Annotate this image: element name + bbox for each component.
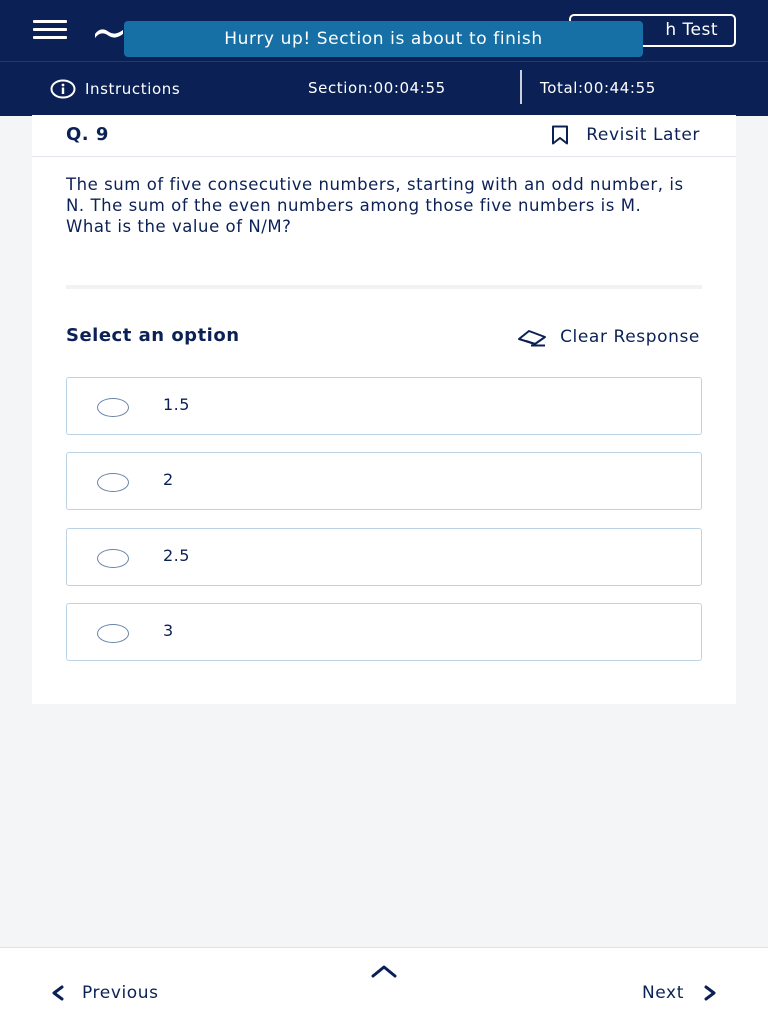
question-card <box>32 115 736 704</box>
option-1[interactable] <box>66 377 702 435</box>
radio-icon[interactable] <box>97 624 129 643</box>
clear-response-label: Clear Response <box>560 327 700 347</box>
option-label: 2 <box>163 470 174 489</box>
bookmark-icon <box>550 125 570 145</box>
chevron-right-icon <box>702 985 718 1001</box>
revisit-later-label: Revisit Later <box>586 125 700 145</box>
clear-response-button[interactable] <box>517 327 700 347</box>
radio-icon[interactable] <box>97 473 129 492</box>
option-label: 1.5 <box>163 395 190 414</box>
question-text: The sum of five consecutive numbers, starting with an odd number, is N. The sum of the even numbers among those five numbers is M. What is the value of N/M? <box>66 175 684 236</box>
radio-icon[interactable] <box>97 549 129 568</box>
revisit-later-button[interactable] <box>550 125 700 145</box>
instructions-button[interactable] <box>50 79 180 99</box>
finish-test-button[interactable]: h Test <box>569 14 736 47</box>
logo-icon <box>93 24 125 42</box>
previous-label: Previous <box>82 983 159 1003</box>
option-2[interactable] <box>66 452 702 510</box>
section-timer: Section:00:04:55 <box>308 79 446 97</box>
menu-icon[interactable] <box>33 20 67 42</box>
next-label: Next <box>641 983 684 1003</box>
chevron-up-icon[interactable] <box>371 964 397 978</box>
option-label: 3 <box>163 621 174 640</box>
timer-divider <box>520 70 522 104</box>
footer-nav <box>0 947 768 1024</box>
divider <box>66 285 702 289</box>
previous-button[interactable] <box>50 983 159 1003</box>
time-warning-toast: Hurry up! Section is about to finish <box>124 21 643 57</box>
option-label: 2.5 <box>163 546 190 565</box>
timer-bar <box>0 62 768 116</box>
option-3[interactable] <box>66 528 702 586</box>
chevron-left-icon <box>50 985 66 1001</box>
info-icon <box>50 79 76 99</box>
option-4[interactable] <box>66 603 702 661</box>
eraser-icon <box>517 327 547 347</box>
question-number: Q. 9 <box>66 124 109 145</box>
question-header <box>32 115 736 157</box>
top-bar <box>0 0 768 62</box>
next-button[interactable] <box>642 983 718 1003</box>
radio-icon[interactable] <box>97 398 129 417</box>
select-option-heading: Select an option <box>66 325 240 346</box>
total-timer: Total:00:44:55 <box>540 79 656 97</box>
instructions-label: Instructions <box>85 80 181 98</box>
